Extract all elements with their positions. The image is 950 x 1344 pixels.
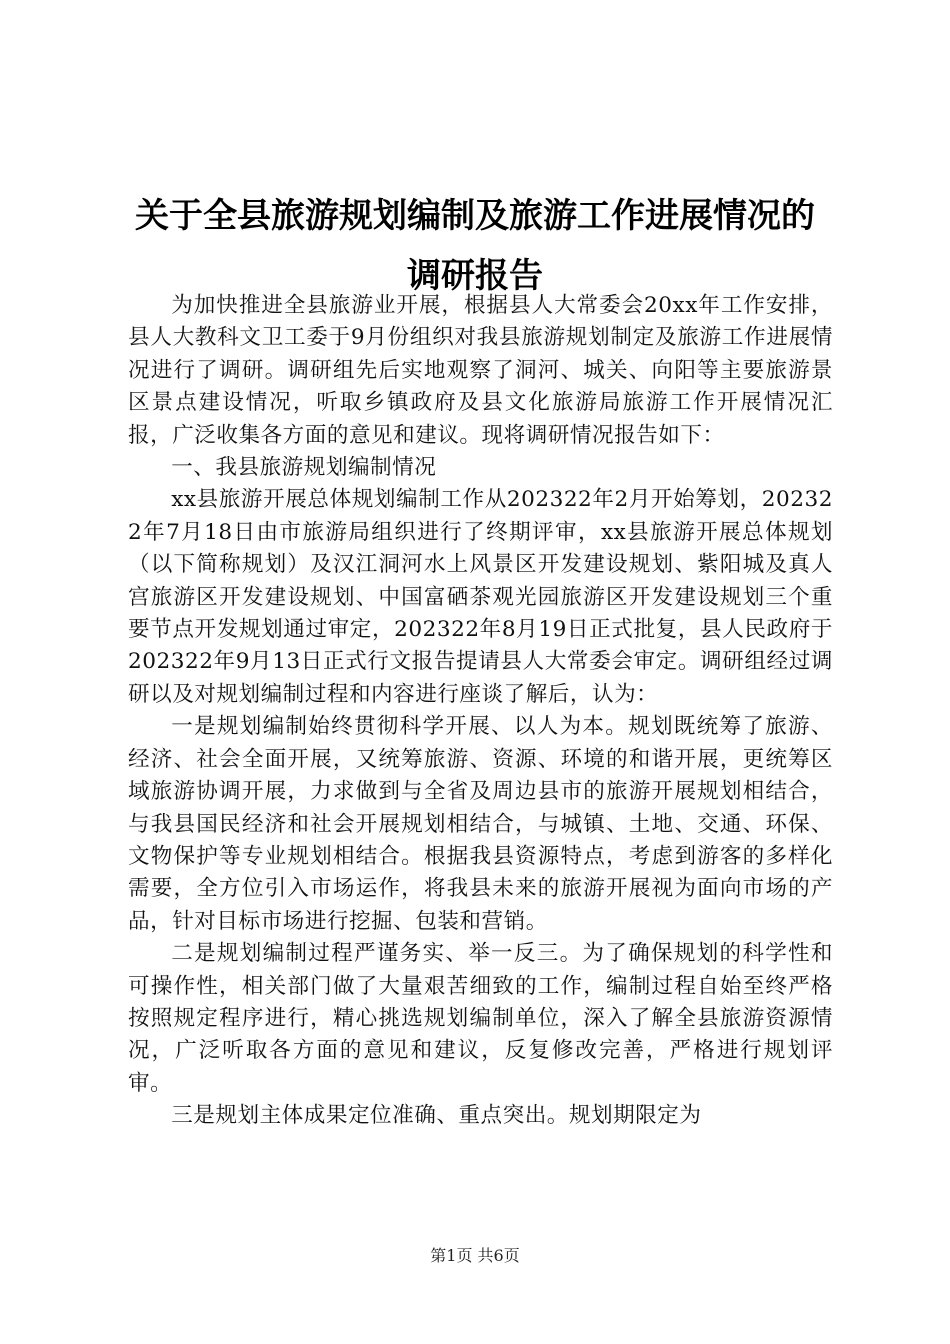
paragraph-point-three: 三是规划主体成果定位准确、重点突出。规划期限定为: [171, 1103, 702, 1129]
document-title-line-1: 关于全县旅游规划编制及旅游工作进展情况的: [135, 196, 815, 236]
paragraph-intro: 为加快推进全县旅游业开展，根据县人大常委会20xx年工作安排，县人大教科文卫工委于9月份组织对我县旅游规划制定及旅游工作进展情况进行了调研。调研组先后实地观察了洞河、城关、向阳等主要旅游景区景点建设情况，听取乡镇政府及县文化旅游局旅游工作开展情况汇报，广泛收集各方面的意见和建议。现将调研情况报告如下：: [128, 293, 833, 448]
paragraph-point-one: 一是规划编制始终贯彻科学开展、以人为本。规划既统筹了旅游、经济、社会全面开展，又统筹旅游、资源、环境的和谐开展，更统筹区域旅游协调开展，力求做到与全省及周边县市的旅游开展规划相结合，与我县国民经济和社会开展规划相结合，与城镇、土地、交通、环保、文物保护等专业规划相结合。根据我县资源特点，考虑到游客的多样化需要，全方位引入市场运作，将我县未来的旅游开展视为面向市场的产品，针对目标市场进行挖掘、包装和营销。: [128, 714, 833, 934]
paragraph-point-two: 二是规划编制过程严谨务实、举一反三。为了确保规划的科学性和可操作性，相关部门做了大量艰苦细致的工作，编制过程自始至终严格按照规定程序进行，精心挑选规划编制单位，深入了解全县旅游资源情况，广泛听取各方面的意见和建议，反复修改完善，严格进行规划评审。: [128, 941, 833, 1096]
document-body: [128, 290, 833, 1133]
document-title-line-2: 调研报告: [407, 256, 543, 296]
paragraph-planning-status: xx县旅游开展总体规划编制工作从202322年2月开始筹划，202322年7月18日由市旅游局组织进行了终期评审，xx县旅游开展总体规划（以下简称规划）及汉江洞河水上风景区开发建设规划、紫阳城及真人宫旅游区开发建设规划、中国富硒茶观光园旅游区开发建设规划三个重要节点开发规划通过审定，202322年8月19日正式批复，县人民政府于202322年9月13日正式行文报告提请县人大常委会审定。调研组经过调研以及对规划编制过程和内容进行座谈了解后，认为：: [128, 487, 833, 707]
section-heading: 一、我县旅游规划编制情况: [171, 455, 437, 481]
page-footer: 第1页 共6页: [430, 1246, 520, 1265]
